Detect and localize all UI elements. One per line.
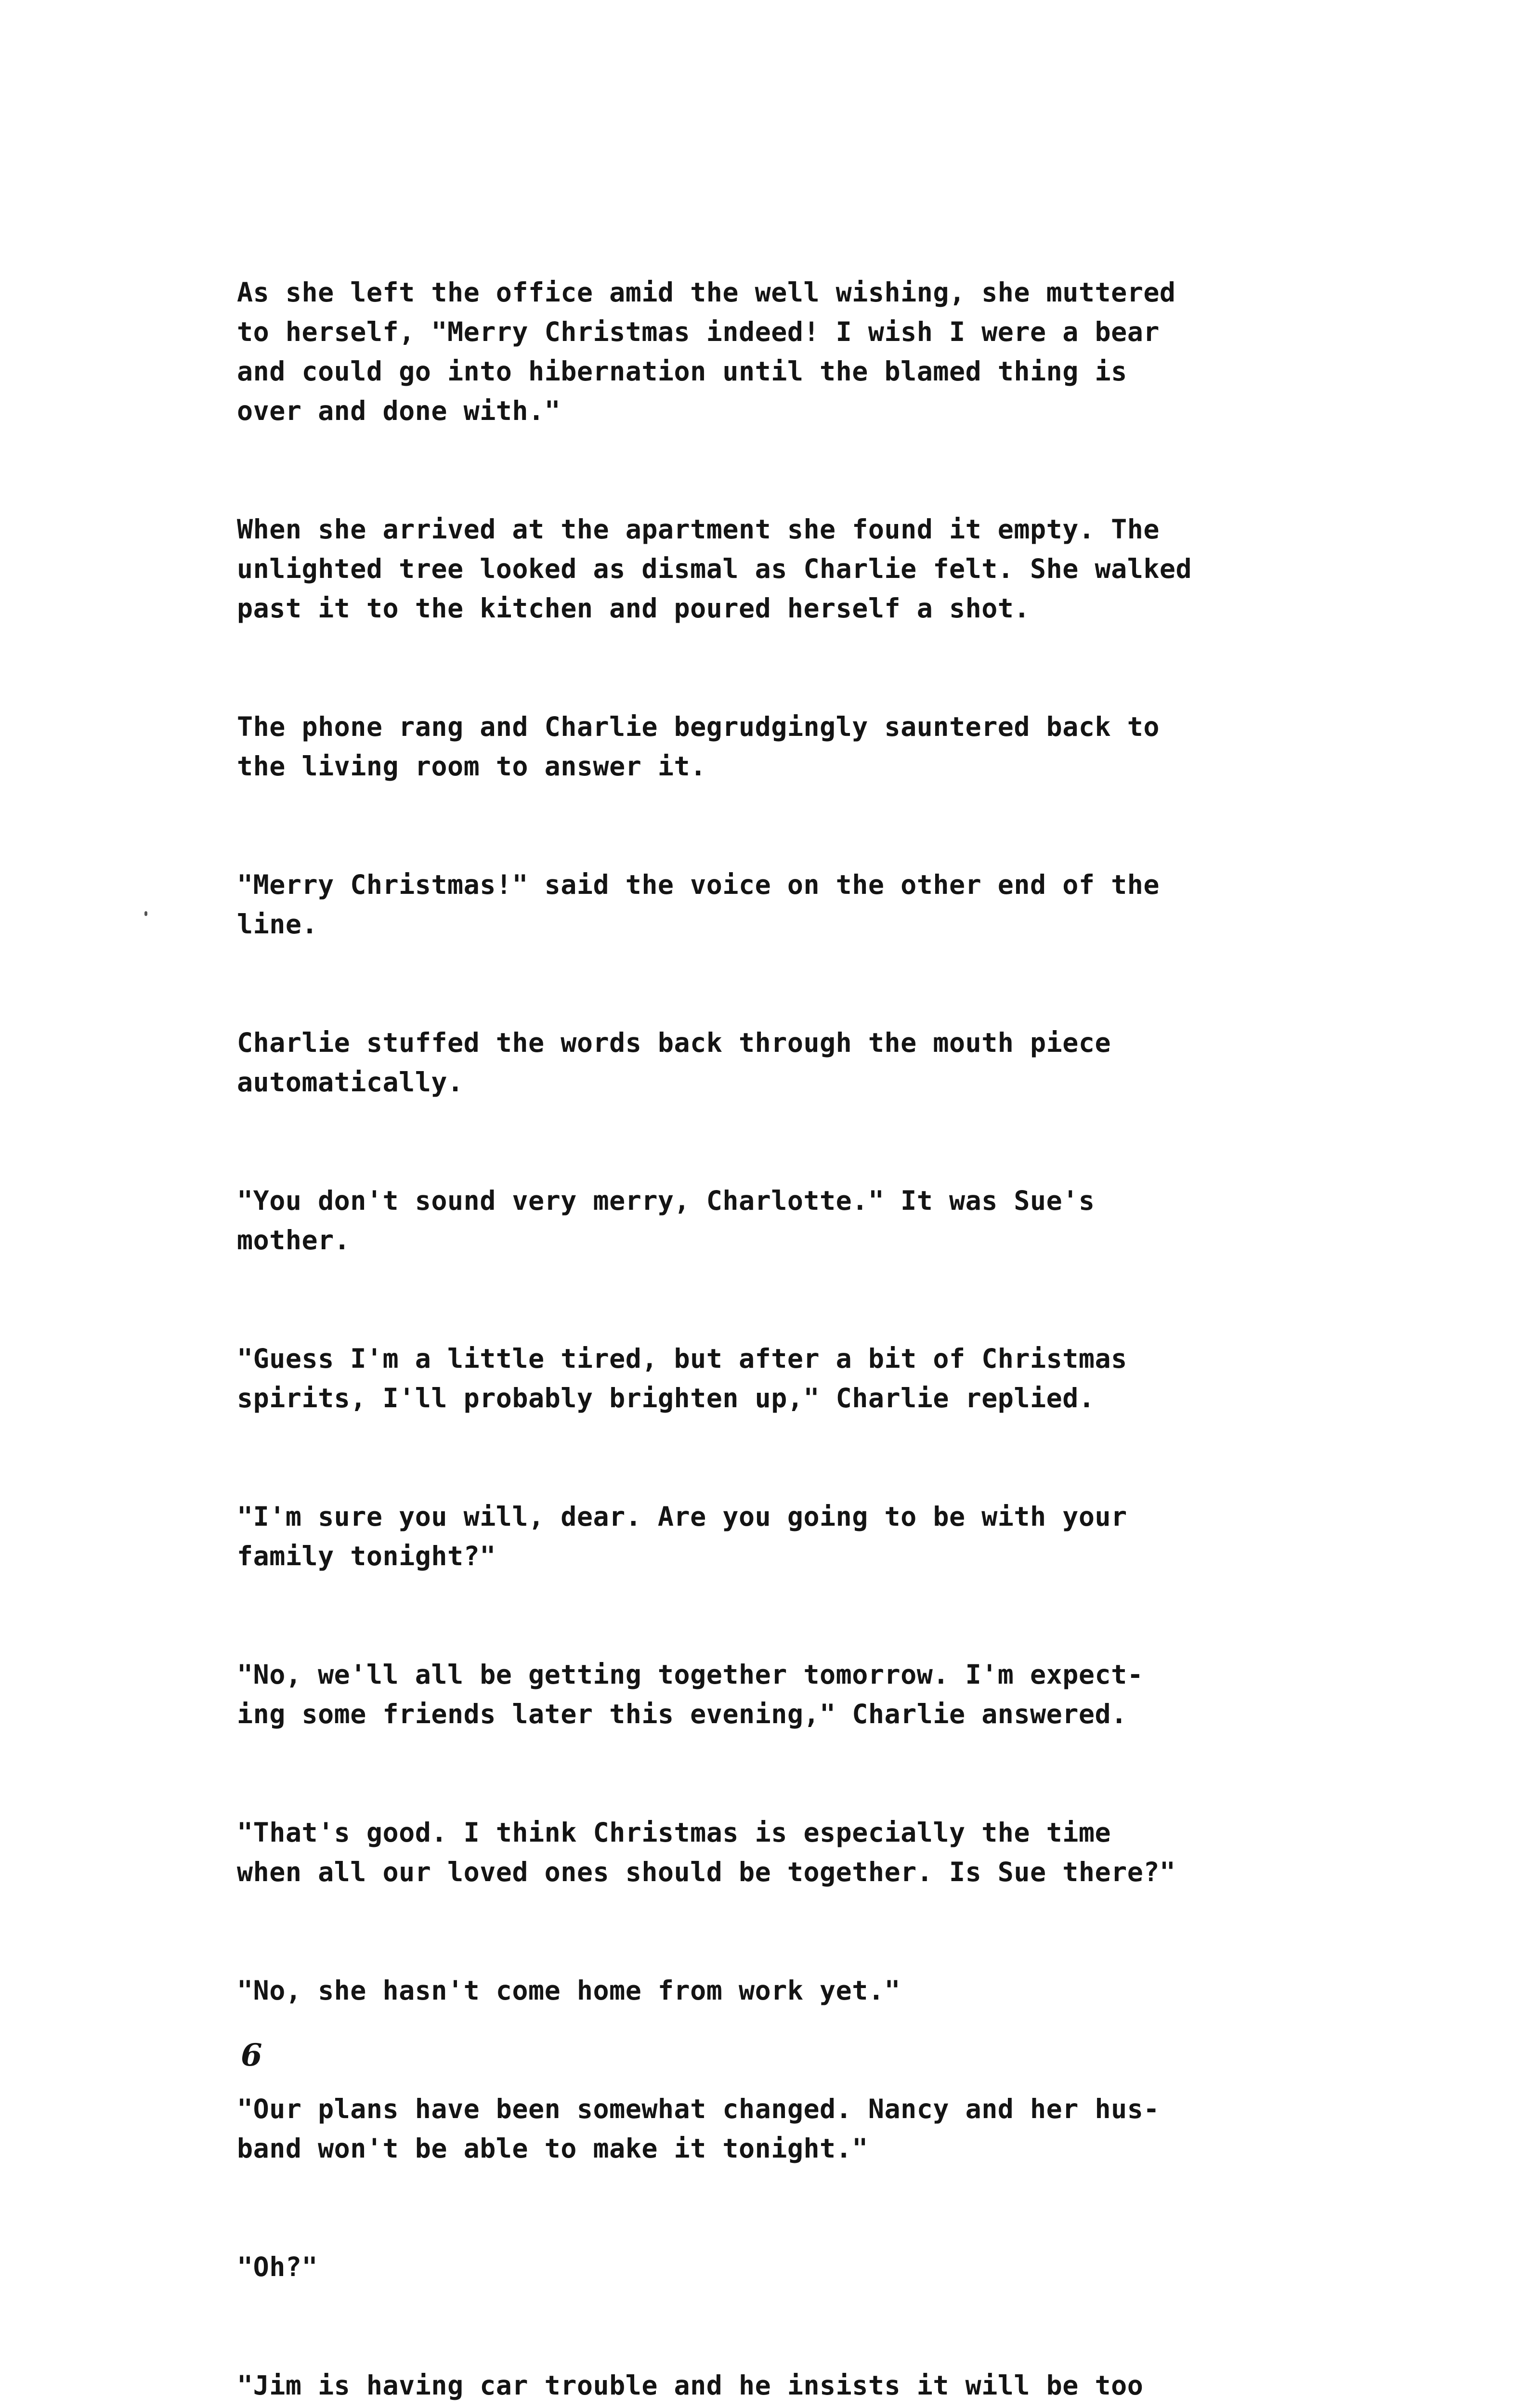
paragraph: "Our plans have been somewhat changed. Nancy and her hus- band won't be able to make it tonight.": [237, 2094, 1160, 2164]
paragraph: "No, we'll all be getting together tomorrow. I'm expect- ing some friends later this evening," Charlie answered.: [237, 1659, 1144, 1729]
page-number: 6: [241, 2037, 262, 2073]
paragraph: The phone rang and Charlie begrudgingly sauntered back to the living room to answer it.: [237, 711, 1160, 782]
paragraph: "Jim is having car trouble and he insists it will be too: [237, 2370, 1144, 2401]
paragraph: "That's good. I think Christmas is especially the time when all our loved ones should be together. Is Sue there?": [237, 1817, 1176, 1887]
paragraph: "No, she hasn't come home from work yet.": [237, 1975, 901, 2006]
paragraph: "You don't sound very merry, Charlotte." It was Sue's mother.: [237, 1185, 1095, 1256]
paragraph: "I'm sure you will, dear. Are you going to be with your family tonight?": [237, 1501, 1127, 1571]
paragraph: Charlie stuffed the words back through the mouth piece automatically.: [237, 1027, 1111, 1098]
stray-ink-mark: [144, 911, 147, 916]
paragraph: "Guess I'm a little tired, but after a bit of Christmas spirits, I'll probably brighten up," Charlie replied.: [237, 1343, 1127, 1413]
paragraph: "Oh?": [237, 2251, 318, 2282]
paragraph: When she arrived at the apartment she found it empty. The unlighted tree looked as dismal as Charlie felt. She walked past it to the kitchen and poured herself a shot.: [237, 514, 1192, 624]
body-text: [237, 273, 1335, 2408]
paragraph: As she left the office amid the well wishing, she muttered to herself, "Merry Christmas indeed! I wish I were a bear and could go into hibernation until the blamed thing is over and done with.": [237, 277, 1176, 426]
paragraph: "Merry Christmas!" said the voice on the other end of the line.: [237, 869, 1160, 940]
